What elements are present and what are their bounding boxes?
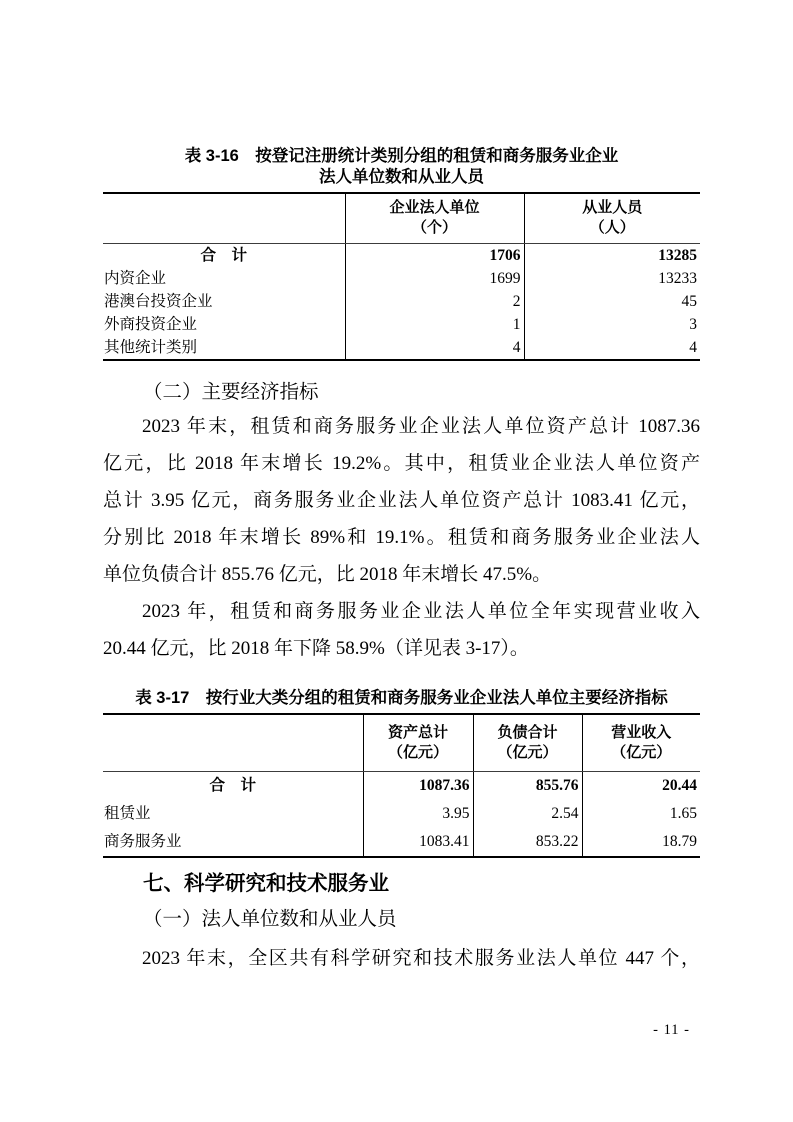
page-number: - 11 - [653,1022,690,1038]
column-header-operating-revenue [582,714,700,772]
row-label: 其他统计类别 [104,339,198,356]
subsection-heading-economic-indicators: （二）主要经济指标 [143,382,319,403]
body-line: 20.44 亿元，比 2018 年下降 58.9%（详见表 3-17）。 [103,638,529,659]
table-row-total [103,244,700,268]
cell-value: 1087.36 [363,772,473,801]
cell-value: 2.54 [473,800,582,828]
column-header-text: 营业收入 [611,724,672,741]
cell-value: 2 [345,290,524,313]
table-row [103,313,700,336]
row-label: 租赁业 [104,805,151,822]
body-line: 分别比 2018 年末增长 89%和 19.1%。租赁和商务服务业企业法人 [103,527,700,548]
column-header-unit: （亿元） [387,744,448,761]
body-line: 总计 3.95 亿元，商务服务业企业法人单位资产总计 1083.41 亿元， [103,490,700,511]
body-line: 2023 年末，租赁和商务服务业企业法人单位资产总计 1087.36 [142,416,700,437]
table-row [103,828,700,857]
cell-value: 1.65 [582,800,700,828]
column-header-unit: （人） [589,219,635,236]
stub-header-cell [103,193,345,244]
row-label: 内资企业 [104,270,167,287]
body-line: 亿元，比 2018 年末增长 19.2%。其中，租赁业企业法人单位资产 [103,453,700,474]
paragraph-revenue [103,593,700,667]
row-label: 外商投资企业 [104,316,198,333]
table-3-16-title-line2: 法人单位数和从业人员 [319,168,484,186]
body-line: 单位负债合计 855.76 亿元，比 2018 年末增长 47.5%。 [103,564,552,585]
cell-value: 13285 [524,244,700,268]
cell-value: 1 [345,313,524,336]
table-row [103,290,700,313]
paragraph-assets [103,408,700,593]
table-3-17 [103,713,700,858]
column-header-text: 从业人员 [582,199,643,216]
cell-value: 45 [524,290,700,313]
table-3-16-header-row [103,193,700,244]
cell-value: 13233 [524,267,700,290]
row-label: 商务服务业 [104,833,182,850]
cell-value: 1083.41 [363,828,473,857]
column-header-text: 企业法人单位 [389,199,480,216]
table-row [103,800,700,828]
row-label: 合 计 [209,777,256,794]
table-3-17-title: 表 3-17 按行业大类分组的租赁和商务服务业企业法人单位主要经济指标 [135,689,668,707]
column-header-text: 资产总计 [387,724,448,741]
page-content [103,0,700,977]
column-header-unit: （个） [411,219,457,236]
column-header-legal-units [345,193,524,244]
subsection-heading-legal-units: （一）法人单位数和从业人员 [143,909,397,930]
column-header-total-assets [363,714,473,772]
cell-value: 4 [345,336,524,360]
cell-value: 3 [524,313,700,336]
body-line: 2023 年末，全区共有科学研究和技术服务业法人单位 447 个， [142,948,700,969]
column-header-unit: （亿元） [611,744,672,761]
column-header-unit: （亿元） [497,744,558,761]
table-row [103,336,700,360]
stub-header-cell [103,714,363,772]
cell-value: 1699 [345,267,524,290]
table-3-16 [103,192,700,361]
column-header-total-liabilities [473,714,582,772]
section-heading-scientific-research: 七、科学研究和技术服务业 [143,872,389,895]
table-3-17-header-row [103,714,700,772]
column-header-text: 负债合计 [497,724,558,741]
column-header-employees [524,193,700,244]
cell-value: 855.76 [473,772,582,801]
table-row-total [103,772,700,801]
table-row [103,267,700,290]
cell-value: 20.44 [582,772,700,801]
row-label: 合 计 [200,247,247,264]
cell-value: 1706 [345,244,524,268]
table-3-16-title-line1: 表 3-16 按登记注册统计类别分组的租赁和商务服务业企业 [184,147,619,165]
cell-value: 4 [524,336,700,360]
cell-value: 853.22 [473,828,582,857]
body-line: 2023 年，租赁和商务服务业企业法人单位全年实现营业收入 [142,601,700,622]
paragraph-science-units [103,940,700,977]
row-label: 港澳台投资企业 [104,293,213,310]
cell-value: 3.95 [363,800,473,828]
cell-value: 18.79 [582,828,700,857]
